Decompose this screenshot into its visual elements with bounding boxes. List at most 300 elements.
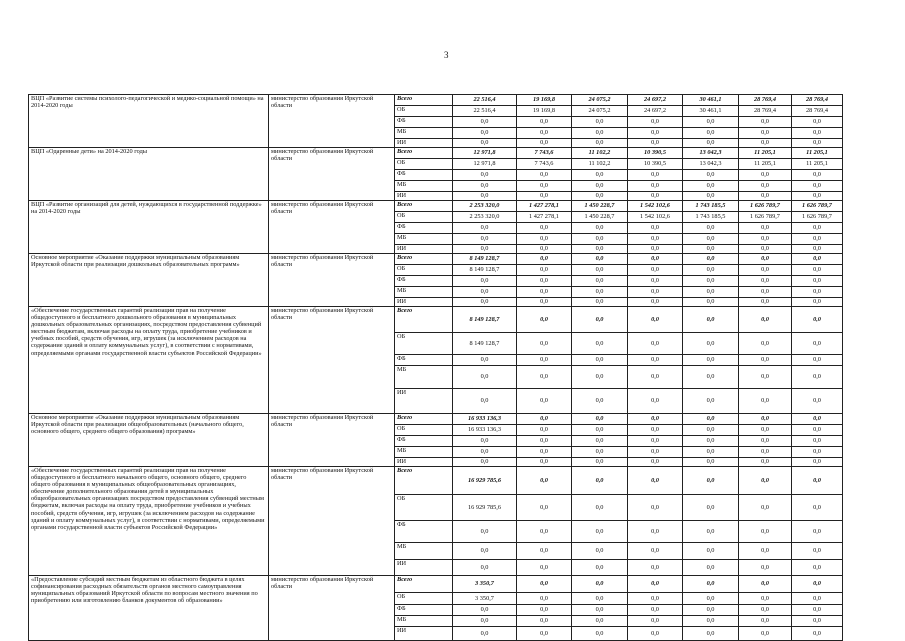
amount-cell: 30 461,1 — [683, 95, 739, 106]
amount-cell: 0,0 — [628, 366, 683, 389]
amount-cell: 11 205,1 — [739, 159, 792, 170]
amount-cell: 0,0 — [572, 128, 628, 139]
amount-cell: 0,0 — [792, 389, 843, 414]
amount-cell: 0,0 — [572, 298, 628, 307]
amount-cell: 0,0 — [453, 276, 517, 287]
amount-cell: 2 253 320,0 — [453, 212, 517, 223]
amount-cell: 0,0 — [683, 192, 739, 201]
measure-name: «Обеспечение государственных гарантий реализации прав на получение общедоступного и бесплатного дошкольного образования в муниципальных дошкольных образовательных организациях, посредством предоставления субвенций местным бюджетам, включая расходы на оплату труда, приобретение учебников и учебных пособий, средств обучения, игр, игрушек (за исключением расходов на содержание зданий и оплату коммунальных услуг), в соответствии с нормативами, определяемыми органами государственной власти субъектов Российской Федерации» — [29, 307, 269, 414]
funding-source: ФБ — [395, 521, 453, 543]
amount-cell: 3 350,7 — [453, 593, 517, 605]
table-row — [29, 254, 843, 265]
amount-cell: 0,0 — [572, 576, 628, 593]
amount-cell: 0,0 — [683, 605, 739, 616]
amount-cell: 1 450 228,7 — [572, 201, 628, 212]
amount-cell: 0,0 — [683, 593, 739, 605]
funding-source: Всего — [395, 254, 453, 265]
amount-cell: 0,0 — [517, 593, 572, 605]
amount-cell: 0,0 — [628, 425, 683, 436]
amount-cell: 0,0 — [517, 366, 572, 389]
amount-cell: 0,0 — [739, 605, 792, 616]
amount-cell: 1 427 278,1 — [517, 201, 572, 212]
amount-cell: 0,0 — [572, 560, 628, 576]
measure-name: «Обеспечение государственных гарантий реализации прав на получение общедоступного и бесплатного начального общего, основного общего, среднего общего образования в муниципальных общеобразовательных организациях, обеспечение дополнительного образования детей в муниципальных общеобразовательных организациях посредством предоставления субвенций местным бюджетам, включая расходы на оплату труда, приобретение учебников и учебных пособий, средств обучения, игр, игрушек (за исключением расходов на содержание зданий и оплату коммунальных услуг), в соответствии с нормативами, определяемыми органами государственной власти субъектов Российской Федерации» — [29, 467, 269, 576]
funding-source: ОБ — [395, 265, 453, 276]
amount-cell: 0,0 — [792, 287, 843, 298]
funding-source: ОБ — [395, 212, 453, 223]
amount-cell: 0,0 — [683, 495, 739, 521]
amount-cell: 11 102,2 — [572, 148, 628, 159]
responsible-executor: министерство образования Иркутской области — [269, 307, 395, 414]
responsible-executor: министерство образования Иркутской области — [269, 467, 395, 576]
amount-cell: 0,0 — [517, 333, 572, 355]
amount-cell: 0,0 — [628, 117, 683, 128]
amount-cell: 0,0 — [517, 389, 572, 414]
amount-cell: 0,0 — [453, 170, 517, 181]
amount-cell: 0,0 — [683, 234, 739, 245]
funding-source: ОБ — [395, 495, 453, 521]
amount-cell: 0,0 — [572, 521, 628, 543]
funding-source: Всего — [395, 95, 453, 106]
amount-cell: 16 933 136,3 — [453, 414, 517, 425]
amount-cell: 0,0 — [683, 333, 739, 355]
amount-cell: 0,0 — [792, 223, 843, 234]
amount-cell: 0,0 — [628, 333, 683, 355]
amount-cell: 2 253 320,0 — [453, 201, 517, 212]
amount-cell: 0,0 — [792, 627, 843, 641]
amount-cell: 0,0 — [739, 576, 792, 593]
funding-source: ИИ — [395, 458, 453, 467]
amount-cell: 22 516,4 — [453, 95, 517, 106]
funding-source: Всего — [395, 148, 453, 159]
responsible-executor: министерство образования Иркутской области — [269, 148, 395, 201]
amount-cell: 30 461,1 — [683, 106, 739, 117]
amount-cell: 1 626 789,7 — [792, 212, 843, 223]
amount-cell: 0,0 — [792, 467, 843, 495]
amount-cell: 0,0 — [683, 355, 739, 366]
amount-cell: 0,0 — [792, 298, 843, 307]
amount-cell: 0,0 — [572, 245, 628, 254]
funding-source: ИИ — [395, 245, 453, 254]
amount-cell: 0,0 — [739, 366, 792, 389]
amount-cell: 0,0 — [453, 181, 517, 192]
amount-cell: 11 205,1 — [739, 148, 792, 159]
amount-cell: 0,0 — [739, 276, 792, 287]
funding-source: МБ — [395, 366, 453, 389]
amount-cell: 0,0 — [683, 543, 739, 560]
amount-cell: 0,0 — [683, 436, 739, 447]
amount-cell: 0,0 — [517, 254, 572, 265]
amount-cell: 0,0 — [572, 458, 628, 467]
amount-cell: 0,0 — [517, 234, 572, 245]
amount-cell: 0,0 — [517, 192, 572, 201]
amount-cell: 0,0 — [572, 605, 628, 616]
amount-cell: 0,0 — [792, 139, 843, 148]
amount-cell: 0,0 — [683, 616, 739, 627]
funding-source: ФБ — [395, 170, 453, 181]
amount-cell: 0,0 — [683, 181, 739, 192]
amount-cell: 0,0 — [739, 458, 792, 467]
measure-name: Основное мероприятие «Оказание поддержки муниципальным образованиям Иркутской области при реализации общеобразовательных (начального общего, основного общего, среднего общего образования) программ» — [29, 414, 269, 467]
funding-source: МБ — [395, 543, 453, 560]
amount-cell: 0,0 — [453, 245, 517, 254]
measure-name: ВЦП «Развитие системы психолого-педагогической и медико-социальной помощи» на 2014-2020 годы — [29, 95, 269, 148]
amount-cell: 0,0 — [683, 287, 739, 298]
amount-cell: 0,0 — [739, 192, 792, 201]
amount-cell: 0,0 — [517, 355, 572, 366]
amount-cell: 0,0 — [453, 627, 517, 641]
budget-table — [28, 94, 843, 641]
amount-cell: 1 743 185,5 — [683, 201, 739, 212]
funding-source: ОБ — [395, 425, 453, 436]
amount-cell: 0,0 — [453, 298, 517, 307]
amount-cell: 0,0 — [517, 543, 572, 560]
amount-cell: 0,0 — [739, 389, 792, 414]
amount-cell: 0,0 — [739, 223, 792, 234]
amount-cell: 0,0 — [572, 192, 628, 201]
amount-cell: 0,0 — [572, 181, 628, 192]
amount-cell: 0,0 — [517, 181, 572, 192]
amount-cell: 0,0 — [628, 298, 683, 307]
amount-cell: 0,0 — [572, 467, 628, 495]
amount-cell: 28 769,4 — [739, 95, 792, 106]
amount-cell: 16 929 785,6 — [453, 467, 517, 495]
amount-cell: 0,0 — [792, 576, 843, 593]
amount-cell: 1 743 185,5 — [683, 212, 739, 223]
amount-cell: 0,0 — [739, 234, 792, 245]
table-row — [29, 95, 843, 106]
amount-cell: 0,0 — [453, 117, 517, 128]
amount-cell: 0,0 — [628, 458, 683, 467]
amount-cell: 0,0 — [453, 605, 517, 616]
amount-cell: 0,0 — [792, 181, 843, 192]
amount-cell: 0,0 — [628, 495, 683, 521]
funding-source: ФБ — [395, 223, 453, 234]
amount-cell: 16 933 136,3 — [453, 425, 517, 436]
amount-cell: 0,0 — [628, 276, 683, 287]
amount-cell: 0,0 — [792, 117, 843, 128]
amount-cell: 0,0 — [572, 447, 628, 458]
amount-cell: 0,0 — [739, 265, 792, 276]
amount-cell: 10 390,5 — [628, 159, 683, 170]
amount-cell: 0,0 — [683, 627, 739, 641]
funding-source: Всего — [395, 414, 453, 425]
amount-cell: 28 769,4 — [792, 106, 843, 117]
amount-cell: 0,0 — [792, 605, 843, 616]
amount-cell: 0,0 — [683, 298, 739, 307]
amount-cell: 0,0 — [628, 605, 683, 616]
amount-cell: 0,0 — [792, 543, 843, 560]
amount-cell: 0,0 — [572, 543, 628, 560]
amount-cell: 0,0 — [739, 139, 792, 148]
amount-cell: 0,0 — [453, 436, 517, 447]
funding-source: Всего — [395, 201, 453, 212]
amount-cell: 0,0 — [517, 170, 572, 181]
amount-cell: 28 769,4 — [792, 95, 843, 106]
amount-cell: 8 149 128,7 — [453, 307, 517, 333]
amount-cell: 0,0 — [517, 265, 572, 276]
amount-cell: 0,0 — [739, 521, 792, 543]
amount-cell: 13 042,3 — [683, 159, 739, 170]
amount-cell: 0,0 — [683, 117, 739, 128]
amount-cell: 0,0 — [792, 593, 843, 605]
amount-cell: 0,0 — [792, 447, 843, 458]
amount-cell: 0,0 — [453, 223, 517, 234]
amount-cell: 0,0 — [739, 245, 792, 254]
amount-cell: 0,0 — [628, 128, 683, 139]
amount-cell: 0,0 — [453, 366, 517, 389]
amount-cell: 0,0 — [792, 276, 843, 287]
amount-cell: 0,0 — [572, 254, 628, 265]
amount-cell: 0,0 — [792, 521, 843, 543]
amount-cell: 0,0 — [628, 223, 683, 234]
amount-cell: 8 149 128,7 — [453, 254, 517, 265]
amount-cell: 0,0 — [739, 298, 792, 307]
amount-cell: 0,0 — [683, 128, 739, 139]
responsible-executor: министерство образования Иркутской области — [269, 576, 395, 641]
amount-cell: 0,0 — [628, 543, 683, 560]
amount-cell: 0,0 — [683, 560, 739, 576]
amount-cell: 0,0 — [683, 447, 739, 458]
amount-cell: 0,0 — [739, 425, 792, 436]
page-number: 3 — [444, 50, 449, 60]
amount-cell: 0,0 — [628, 234, 683, 245]
amount-cell: 0,0 — [517, 425, 572, 436]
amount-cell: 0,0 — [517, 276, 572, 287]
amount-cell: 0,0 — [683, 521, 739, 543]
amount-cell: 0,0 — [683, 276, 739, 287]
amount-cell: 0,0 — [517, 414, 572, 425]
funding-source: ФБ — [395, 355, 453, 366]
funding-source: Всего — [395, 307, 453, 333]
funding-source: ФБ — [395, 436, 453, 447]
amount-cell: 0,0 — [739, 467, 792, 495]
amount-cell: 0,0 — [628, 627, 683, 641]
amount-cell: 0,0 — [792, 366, 843, 389]
funding-source: ОБ — [395, 159, 453, 170]
amount-cell: 0,0 — [628, 181, 683, 192]
amount-cell: 16 929 785,6 — [453, 495, 517, 521]
amount-cell: 19 169,8 — [517, 106, 572, 117]
amount-cell: 0,0 — [628, 254, 683, 265]
responsible-executor: министерство образования Иркутской области — [269, 414, 395, 467]
amount-cell: 24 075,2 — [572, 106, 628, 117]
amount-cell: 0,0 — [572, 389, 628, 414]
funding-source: ФБ — [395, 276, 453, 287]
amount-cell: 0,0 — [739, 495, 792, 521]
amount-cell: 0,0 — [572, 117, 628, 128]
amount-cell: 0,0 — [572, 276, 628, 287]
amount-cell: 10 390,5 — [628, 148, 683, 159]
funding-source: ИИ — [395, 298, 453, 307]
amount-cell: 0,0 — [739, 254, 792, 265]
amount-cell: 0,0 — [683, 467, 739, 495]
amount-cell: 0,0 — [453, 543, 517, 560]
amount-cell: 0,0 — [517, 521, 572, 543]
amount-cell: 1 626 789,7 — [739, 201, 792, 212]
amount-cell: 0,0 — [792, 560, 843, 576]
amount-cell: 0,0 — [739, 436, 792, 447]
amount-cell: 0,0 — [517, 616, 572, 627]
funding-source: ФБ — [395, 117, 453, 128]
amount-cell: 0,0 — [572, 355, 628, 366]
amount-cell: 0,0 — [792, 254, 843, 265]
amount-cell: 0,0 — [517, 245, 572, 254]
amount-cell: 0,0 — [792, 170, 843, 181]
amount-cell: 0,0 — [792, 355, 843, 366]
amount-cell: 0,0 — [628, 139, 683, 148]
amount-cell: 0,0 — [572, 425, 628, 436]
amount-cell: 0,0 — [792, 414, 843, 425]
amount-cell: 0,0 — [739, 170, 792, 181]
amount-cell: 0,0 — [628, 307, 683, 333]
amount-cell: 0,0 — [572, 495, 628, 521]
amount-cell: 24 697,2 — [628, 106, 683, 117]
amount-cell: 0,0 — [628, 170, 683, 181]
amount-cell: 0,0 — [792, 458, 843, 467]
amount-cell: 0,0 — [628, 436, 683, 447]
amount-cell: 0,0 — [739, 181, 792, 192]
funding-source: ОБ — [395, 333, 453, 355]
amount-cell: 0,0 — [739, 117, 792, 128]
table-row — [29, 201, 843, 212]
funding-source: ИИ — [395, 192, 453, 201]
amount-cell: 0,0 — [792, 333, 843, 355]
amount-cell: 0,0 — [739, 560, 792, 576]
funding-source: МБ — [395, 234, 453, 245]
amount-cell: 0,0 — [572, 287, 628, 298]
amount-cell: 0,0 — [739, 414, 792, 425]
amount-cell: 0,0 — [628, 414, 683, 425]
amount-cell: 1 626 789,7 — [739, 212, 792, 223]
amount-cell: 0,0 — [572, 616, 628, 627]
amount-cell: 0,0 — [572, 139, 628, 148]
amount-cell: 3 350,7 — [453, 576, 517, 593]
amount-cell: 0,0 — [792, 265, 843, 276]
amount-cell: 0,0 — [517, 298, 572, 307]
amount-cell: 0,0 — [792, 245, 843, 254]
amount-cell: 28 769,4 — [739, 106, 792, 117]
amount-cell: 0,0 — [517, 128, 572, 139]
amount-cell: 0,0 — [572, 234, 628, 245]
amount-cell: 0,0 — [453, 139, 517, 148]
amount-cell: 11 205,1 — [792, 159, 843, 170]
funding-source: ИИ — [395, 139, 453, 148]
amount-cell: 0,0 — [517, 436, 572, 447]
table-row — [29, 467, 843, 495]
funding-source: МБ — [395, 128, 453, 139]
funding-source: МБ — [395, 616, 453, 627]
amount-cell: 0,0 — [683, 139, 739, 148]
amount-cell: 0,0 — [628, 389, 683, 414]
amount-cell: 0,0 — [517, 627, 572, 641]
amount-cell: 0,0 — [683, 414, 739, 425]
amount-cell: 1 626 789,7 — [792, 201, 843, 212]
funding-source: МБ — [395, 287, 453, 298]
amount-cell: 0,0 — [572, 436, 628, 447]
amount-cell: 0,0 — [739, 287, 792, 298]
amount-cell: 0,0 — [517, 307, 572, 333]
amount-cell: 0,0 — [453, 616, 517, 627]
amount-cell: 0,0 — [517, 223, 572, 234]
amount-cell: 0,0 — [739, 128, 792, 139]
amount-cell: 1 542 102,6 — [628, 212, 683, 223]
amount-cell: 0,0 — [739, 447, 792, 458]
amount-cell: 12 971,8 — [453, 159, 517, 170]
amount-cell: 7 743,6 — [517, 148, 572, 159]
amount-cell: 0,0 — [739, 616, 792, 627]
amount-cell: 0,0 — [628, 616, 683, 627]
amount-cell: 0,0 — [628, 560, 683, 576]
amount-cell: 0,0 — [453, 234, 517, 245]
amount-cell: 0,0 — [628, 467, 683, 495]
amount-cell: 0,0 — [453, 458, 517, 467]
amount-cell: 0,0 — [739, 333, 792, 355]
amount-cell: 0,0 — [453, 447, 517, 458]
amount-cell: 0,0 — [628, 521, 683, 543]
amount-cell: 0,0 — [572, 333, 628, 355]
amount-cell: 0,0 — [572, 366, 628, 389]
responsible-executor: министерство образования Иркутской области — [269, 254, 395, 307]
funding-source: ОБ — [395, 106, 453, 117]
table-row — [29, 307, 843, 333]
amount-cell: 0,0 — [683, 223, 739, 234]
amount-cell: 0,0 — [683, 254, 739, 265]
measure-name: ВЦП «Одаренные дети» на 2014-2020 годы — [29, 148, 269, 201]
funding-source: ОБ — [395, 593, 453, 605]
amount-cell: 11 205,1 — [792, 148, 843, 159]
amount-cell: 0,0 — [739, 543, 792, 560]
amount-cell: 0,0 — [572, 170, 628, 181]
responsible-executor: министерство образования Иркутской области — [269, 201, 395, 254]
amount-cell: 0,0 — [517, 467, 572, 495]
amount-cell: 0,0 — [683, 576, 739, 593]
responsible-executor: министерство образования Иркутской области — [269, 95, 395, 148]
amount-cell: 11 102,2 — [572, 159, 628, 170]
amount-cell: 0,0 — [739, 627, 792, 641]
amount-cell: 0,0 — [683, 425, 739, 436]
funding-source: ИИ — [395, 389, 453, 414]
amount-cell: 0,0 — [792, 192, 843, 201]
amount-cell: 0,0 — [572, 265, 628, 276]
amount-cell: 1 450 228,7 — [572, 212, 628, 223]
amount-cell: 0,0 — [792, 495, 843, 521]
amount-cell: 0,0 — [572, 414, 628, 425]
amount-cell: 13 042,3 — [683, 148, 739, 159]
amount-cell: 0,0 — [683, 389, 739, 414]
measure-name: Основное мероприятие «Оказание поддержки муниципальным образованиям Иркутской области при реализации дошкольных образовательных программ» — [29, 254, 269, 307]
amount-cell: 0,0 — [628, 287, 683, 298]
amount-cell: 0,0 — [683, 366, 739, 389]
funding-source: МБ — [395, 181, 453, 192]
amount-cell: 1 542 102,6 — [628, 201, 683, 212]
amount-cell: 0,0 — [453, 287, 517, 298]
amount-cell: 0,0 — [628, 593, 683, 605]
amount-cell: 0,0 — [453, 521, 517, 543]
amount-cell: 0,0 — [792, 436, 843, 447]
measure-name: «Предоставление субсидий местным бюджетам из областного бюджета в целях софинансирования расходных обязательств органов местного самоуправления муниципальных образований Иркутской области по вопросам местного значения по приобретению или изготовлению бланков документов об образовании» — [29, 576, 269, 641]
amount-cell: 0,0 — [683, 307, 739, 333]
amount-cell: 0,0 — [517, 447, 572, 458]
amount-cell: 0,0 — [683, 265, 739, 276]
amount-cell: 0,0 — [628, 355, 683, 366]
amount-cell: 22 516,4 — [453, 106, 517, 117]
amount-cell: 0,0 — [739, 355, 792, 366]
amount-cell: 0,0 — [628, 192, 683, 201]
amount-cell: 0,0 — [572, 593, 628, 605]
amount-cell: 0,0 — [628, 245, 683, 254]
amount-cell: 0,0 — [628, 576, 683, 593]
